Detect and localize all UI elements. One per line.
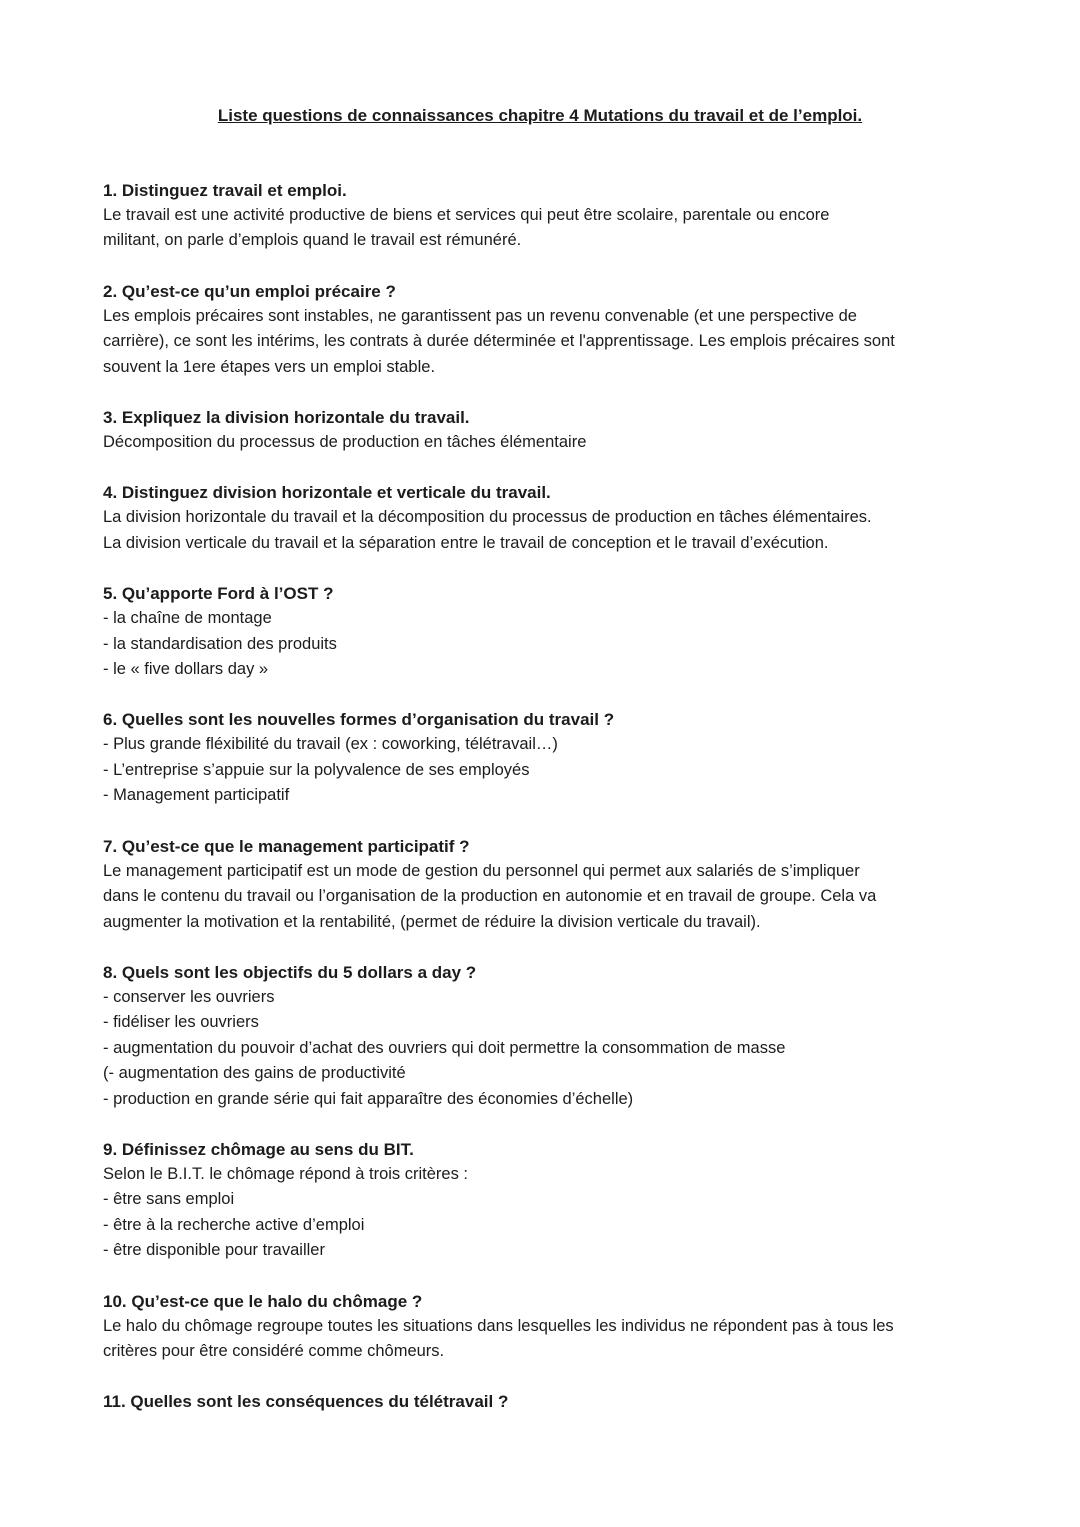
answer-line: - la chaîne de montage bbox=[103, 609, 272, 628]
answer-text bbox=[103, 859, 983, 935]
answer-text bbox=[103, 1314, 983, 1365]
answer-line: souvent la 1ere étapes vers un emploi stable. bbox=[103, 357, 436, 376]
answer-line: - la standardisation des produits bbox=[103, 634, 337, 653]
document-title: Liste questions de connaissances chapitre 4 Mutations du travail et de l’emploi. bbox=[217, 106, 863, 125]
answer-line: - être à la recherche active d’emploi bbox=[103, 1215, 365, 1234]
answer-line: - Management participatif bbox=[103, 786, 290, 805]
question-item-4 bbox=[103, 480, 983, 556]
answer-text bbox=[103, 985, 983, 1112]
answer-line: La division verticale du travail et la séparation entre le travail de conception et le travail d’exécution. bbox=[103, 533, 829, 552]
answer-line: - fidéliser les ouvriers bbox=[103, 1013, 259, 1032]
question-item-10 bbox=[103, 1289, 983, 1365]
answer-line: La division horizontale du travail et la décomposition du processus de production en tâches élémentaires. bbox=[103, 508, 872, 527]
question-item-9 bbox=[103, 1137, 983, 1264]
question-item-6 bbox=[103, 707, 983, 808]
answer-text bbox=[103, 203, 983, 254]
answer-line: militant, on parle d’emplois quand le travail est rémunéré. bbox=[103, 231, 522, 250]
question-item-2 bbox=[103, 279, 983, 380]
answer-line: Le travail est une activité productive de biens et services qui peut être scolaire, parentale ou encore bbox=[103, 206, 830, 224]
answer-line: - augmentation du pouvoir d’achat des ouvriers qui doit permettre la consommation de masse bbox=[103, 1038, 786, 1057]
question-item-8 bbox=[103, 960, 983, 1112]
question-heading: 6. Quelles sont les nouvelles formes d’organisation du travail ? bbox=[103, 710, 615, 730]
question-heading: 11. Quelles sont les conséquences du télétravail ? bbox=[103, 1392, 509, 1412]
question-item-11 bbox=[103, 1389, 983, 1414]
answer-text bbox=[103, 304, 983, 380]
answer-line: (- augmentation des gains de productivité bbox=[103, 1064, 406, 1083]
answer-line: - L’entreprise s’appuie sur la polyvalence de ses employés bbox=[103, 760, 530, 779]
answer-text bbox=[103, 606, 983, 682]
question-heading: 9. Définissez chômage au sens du BIT. bbox=[103, 1139, 414, 1159]
question-heading: 7. Qu’est-ce que le management participatif ? bbox=[103, 836, 470, 856]
question-heading: 8. Quels sont les objectifs du 5 dollars a day ? bbox=[103, 962, 477, 982]
answer-text bbox=[103, 430, 983, 455]
answer-line: Les emplois précaires sont instables, ne garantissent pas un revenu convenable (et une perspective de bbox=[103, 306, 857, 325]
answer-line: Le halo du chômage regroupe toutes les situations dans lesquelles les individus ne répondent pas à tous les bbox=[103, 1316, 894, 1335]
answer-line: - être sans emploi bbox=[103, 1190, 235, 1209]
answer-line: dans le contenu du travail ou l’organisation de la production en autonomie et en travail de groupe. Cela va bbox=[103, 887, 877, 906]
answer-line: Le management participatif est un mode de gestion du personnel qui permet aux salariés de s’impliquer bbox=[103, 861, 860, 880]
question-heading: 3. Expliquez la division horizontale du travail. bbox=[103, 408, 470, 428]
question-item-3 bbox=[103, 405, 983, 455]
answer-line: - production en grande série qui fait apparaître des économies d’échelle) bbox=[103, 1089, 634, 1108]
answer-line: critères pour être considéré comme chômeurs. bbox=[103, 1341, 445, 1360]
question-heading: 5. Qu’apporte Ford à l’OST ? bbox=[103, 584, 334, 604]
question-heading: 1. Distinguez travail et emploi. bbox=[103, 181, 347, 200]
question-list bbox=[103, 178, 983, 1439]
answer-text bbox=[103, 505, 983, 556]
answer-line: - Plus grande fléxibilité du travail (ex : coworking, télétravail…) bbox=[103, 735, 558, 754]
question-item-5 bbox=[103, 581, 983, 682]
answer-line: - être disponible pour travailler bbox=[103, 1241, 325, 1260]
answer-line: carrière), ce sont les intérims, les contrats à durée déterminée et l'apprentissage. Les emplois précaires sont bbox=[103, 332, 895, 351]
question-item-1 bbox=[103, 178, 983, 254]
answer-line: - le « five dollars day » bbox=[103, 660, 269, 679]
answer-text bbox=[103, 1162, 983, 1264]
question-heading: 2. Qu’est-ce qu’un emploi précaire ? bbox=[103, 281, 396, 301]
question-heading: 10. Qu’est-ce que le halo du chômage ? bbox=[103, 1291, 423, 1311]
question-item-7 bbox=[103, 834, 983, 935]
answer-line: augmenter la motivation et la rentabilité, (permet de réduire la division verticale du travail). bbox=[103, 912, 761, 931]
question-heading: 4. Distinguez division horizontale et verticale du travail. bbox=[103, 483, 551, 503]
answer-text bbox=[103, 732, 983, 808]
answer-line: Décomposition du processus de production en tâches élémentaire bbox=[103, 433, 587, 452]
answer-line: Selon le B.I.T. le chômage répond à trois critères : bbox=[103, 1164, 469, 1183]
answer-line: - conserver les ouvriers bbox=[103, 987, 275, 1006]
